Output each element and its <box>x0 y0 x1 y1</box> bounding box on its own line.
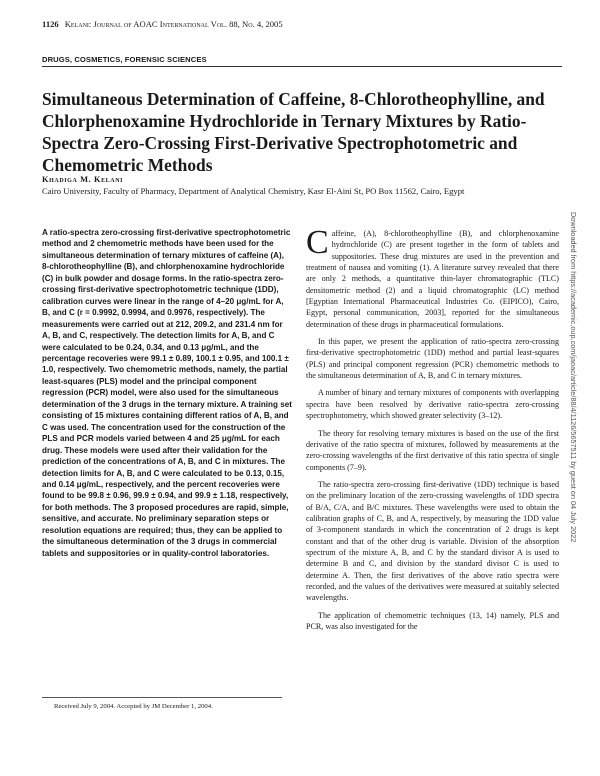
abstract: A ratio-spectra zero-crossing first-derivative spectrophotometric method and 2 chemometric methods have been used for the simultaneous determination of ternary mixtures of caffeine (A), 8-chlorotheophylline (B), and chlorphenoxamine hydrochloride (C) in bulk powder and dosage forms. In the ratio-spectra zero-crossing first-derivative spectrophotometric technique (1DD), calibration curves were linear in the range of 4–20 μg/mL for A, B, and C (r = 0.9992, 0.9994, and 0.9976, respectively). The measurements were carried out at 212, 209.2, and 231.4 nm for A, B, and C, respectively. The detection limits for A, B, and C were calculated to be 0.24, 0.34, and 0.13 μg/mL, and the percentage recoveries were 99.1 ± 0.89, 100.1 ± 0.95, and 100.1 ± 1.0, respectively. Two chemometric methods, namely, the partial least-squares (PLS) model and the principal component regression (PCR) model, were also used for the simultaneous determination of the 3 drugs in the ternary mixture. A training set consisting of 15 mixtures containing different ratios of A, B, and C was used. The concentration used for the construction of the PLS and PCR models varied between 4 and 25 μg/mL for each drug. These models were used after their validation for the prediction of the concentrations of A, B, and C in mixtures. The detection limits for A, B, and C were calculated to be 0.13, 0.15, and 0.14 μg/mL, respectively, and the percent recoveries were found to be 99.8 ± 0.96, 99.9 ± 0.94, and 99.9 ± 1.18, respectively, for both methods. The 3 proposed procedures are rapid, simple, sensitive, and accurate. No preliminary separation steps or resolution equations are required; thus, they can be applied to the simultaneous determination of the 3 drugs in commercial tablets and suppositories or in quality-control laboratories. <box>42 228 292 558</box>
author-name: Khadiga M. Kelani <box>42 175 124 184</box>
section-divider <box>42 66 562 67</box>
drop-cap: C <box>306 224 329 261</box>
body-paragraph-5: The ratio-spectra zero-crossing first-derivative (1DD) technique is based on the preliminary location of the zero-crossing wavelengths of 1DD spectra of B/A, C/A, and B/C mixtures. These wavelengths were used to obtain the calibration graphs of C, B, and A, respectively, by measuring the 1DD value of 3-component standards in which the concentration of 2 drugs is kept constant and that of the other drug is variable. Division of the absorption spectrum of the mixture A, B, and C by the standard divisor A is used to determine B and C, and division by the standard divisor C is used to determine A. Then, the first derivatives of the above ratio spectra were recorded, and the values of the derivatives were measured at suitably selected wavelengths. <box>306 479 559 603</box>
received-footnote: Received July 9, 2004. Accepted by JM December 1, 2004. <box>54 703 213 710</box>
download-stamp-text[interactable]: Downloaded from https://academic.oup.com/jaoac/article/88/4/1126/5657511 by guest on 04 July 2022 <box>569 212 578 543</box>
page-number: 1126 <box>42 19 59 29</box>
body-paragraph-2: In this paper, we present the application of ratio-spectra zero-crossing first-derivative spectrophotometric (1DD) method and partial least-squares (PLS) and principal component regression (PCR) chemometric methods to the simultaneous determination of A, B, and C in ternary mixtures. <box>306 337 559 381</box>
journal-citation: Kelani: Journal of AOAC International Vol. 88, No. 4, 2005 <box>64 19 283 29</box>
body-column <box>306 224 559 638</box>
body-paragraph-intro <box>306 224 559 330</box>
author-affiliation: Cairo University, Faculty of Pharmacy, Department of Analytical Chemistry, Kasr El-Aini St, PO Box 11562, Cairo, Egypt <box>42 186 465 196</box>
running-head <box>42 19 283 29</box>
body-paragraph-3: A number of binary and ternary mixtures of components with overlapping spectra have been resolved by derivative ratio-spectra zero-crossing spectrophotometry, which showed greater selectivity (3–12). <box>306 388 559 421</box>
body-paragraph-1-text: affeine, (A), 8-chlorotheophylline (B), and chlorphenoxamine hydrochloride (C) are present together in the form of tablets and suppositories. These drug mixtures are used in the prevention and treatment of nausea and vomiting (1). A literature survey revealed that there are only 2 methods, a quantitative thin-layer chromatographic (TLC) densitometric method (2) and a liquid chromatographic (LC) method [Egyptian International Pharmaceutical Industries Co. (EIPICO), Cairo, Egypt, personal communication, 2003], reported for the simultaneous determination of these drugs in pharmaceutical formulations. <box>306 229 559 329</box>
article-title: Simultaneous Determination of Caffeine, 8-Chlorotheophylline, and Chlorphenoxamine Hydrochloride in Ternary Mixtures by Ratio-Spectra Zero-Crossing First-Derivative Spectrophotometric and Chemometric Methods <box>42 89 545 175</box>
section-label: DRUGS, COSMETICS, FORENSIC SCIENCES <box>42 55 207 64</box>
download-stamp <box>569 212 590 642</box>
footnote-divider <box>42 697 282 698</box>
body-paragraph-6: The application of chemometric techniques (13, 14) namely, PLS and PCR, was also investigated for the <box>306 610 559 631</box>
body-paragraph-4: The theory for resolving ternary mixtures is based on the use of the first derivative of the ratio spectra of mixtures, followed by measurements at the zero-crossing wavelengths of the first derivative of this ratio spectra of single components (7–9). <box>306 428 559 472</box>
